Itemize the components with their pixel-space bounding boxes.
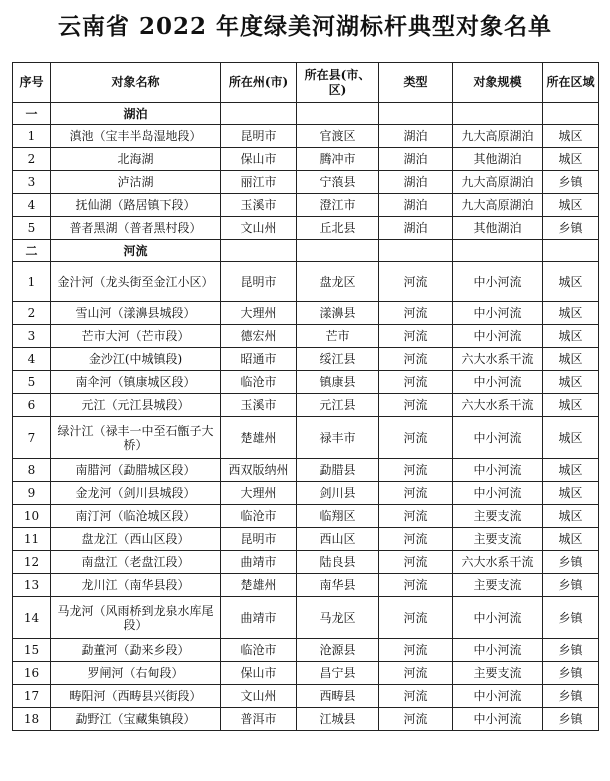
county-cell: 禄丰市 xyxy=(297,417,379,459)
prefecture-cell: 昭通市 xyxy=(221,348,297,371)
table-row xyxy=(13,685,599,708)
county-cell: 江城县 xyxy=(297,708,379,731)
table-row xyxy=(13,551,599,574)
area-cell: 乡镇 xyxy=(543,639,599,662)
county-cell: 南华县 xyxy=(297,574,379,597)
row-number: 11 xyxy=(13,528,51,551)
scale-cell: 主要支流 xyxy=(453,662,543,685)
area-cell: 城区 xyxy=(543,505,599,528)
prefecture-cell: 曲靖市 xyxy=(221,597,297,639)
county-cell: 沧源县 xyxy=(297,639,379,662)
type-cell: 河流 xyxy=(379,417,453,459)
object-name: 勐野江（宝藏集镇段） xyxy=(51,708,221,731)
scale-cell: 主要支流 xyxy=(453,574,543,597)
table-row xyxy=(13,125,599,148)
prefecture-cell: 昆明市 xyxy=(221,262,297,302)
table-row xyxy=(13,708,599,731)
type-cell: 河流 xyxy=(379,639,453,662)
object-name: 滇池（宝丰半岛湿地段） xyxy=(51,125,221,148)
scale-cell: 中小河流 xyxy=(453,459,543,482)
row-number: 8 xyxy=(13,459,51,482)
table-row xyxy=(13,217,599,240)
empty-cell xyxy=(297,103,379,125)
table-row xyxy=(13,459,599,482)
type-cell: 河流 xyxy=(379,662,453,685)
object-name: 雪山河（漾濞县城段） xyxy=(51,302,221,325)
county-cell: 剑川县 xyxy=(297,482,379,505)
table-row xyxy=(13,348,599,371)
area-cell: 城区 xyxy=(543,262,599,302)
county-cell: 临翔区 xyxy=(297,505,379,528)
object-name: 北海湖 xyxy=(51,148,221,171)
prefecture-cell: 文山州 xyxy=(221,217,297,240)
scale-cell: 中小河流 xyxy=(453,325,543,348)
scale-cell: 主要支流 xyxy=(453,528,543,551)
header-row xyxy=(13,63,599,103)
type-cell: 河流 xyxy=(379,459,453,482)
type-cell: 湖泊 xyxy=(379,194,453,217)
county-cell: 镇康县 xyxy=(297,371,379,394)
object-name: 元江（元江县城段） xyxy=(51,394,221,417)
type-cell: 湖泊 xyxy=(379,148,453,171)
scale-cell: 中小河流 xyxy=(453,417,543,459)
table-row xyxy=(13,417,599,459)
type-cell: 河流 xyxy=(379,325,453,348)
county-cell: 西畴县 xyxy=(297,685,379,708)
row-number: 12 xyxy=(13,551,51,574)
area-cell: 乡镇 xyxy=(543,708,599,731)
prefecture-cell: 昆明市 xyxy=(221,125,297,148)
column-header-area: 所在区域 xyxy=(543,63,599,103)
county-cell: 腾冲市 xyxy=(297,148,379,171)
object-name: 南腊河（勐腊城区段） xyxy=(51,459,221,482)
area-cell: 城区 xyxy=(543,417,599,459)
prefecture-cell: 楚雄州 xyxy=(221,417,297,459)
object-name: 南汀河（临沧城区段） xyxy=(51,505,221,528)
prefecture-cell: 西双版纳州 xyxy=(221,459,297,482)
row-number: 5 xyxy=(13,371,51,394)
county-cell: 漾濞县 xyxy=(297,302,379,325)
county-cell: 澄江市 xyxy=(297,194,379,217)
object-name: 勐董河（勐来乡段） xyxy=(51,639,221,662)
column-header-scale: 对象规模 xyxy=(453,63,543,103)
type-cell: 河流 xyxy=(379,482,453,505)
county-cell: 官渡区 xyxy=(297,125,379,148)
row-number: 9 xyxy=(13,482,51,505)
row-number: 16 xyxy=(13,662,51,685)
empty-cell xyxy=(543,240,599,262)
type-cell: 湖泊 xyxy=(379,125,453,148)
scale-cell: 主要支流 xyxy=(453,505,543,528)
row-number: 2 xyxy=(13,148,51,171)
empty-cell xyxy=(453,103,543,125)
section-index: 二 xyxy=(13,240,51,262)
county-cell: 马龙区 xyxy=(297,597,379,639)
area-cell: 乡镇 xyxy=(543,574,599,597)
prefecture-cell: 保山市 xyxy=(221,662,297,685)
column-header-index: 序号 xyxy=(13,63,51,103)
object-name: 盘龙江（西山区段） xyxy=(51,528,221,551)
area-cell: 城区 xyxy=(543,148,599,171)
scale-cell: 九大高原湖泊 xyxy=(453,125,543,148)
county-cell: 昌宁县 xyxy=(297,662,379,685)
scale-cell: 其他湖泊 xyxy=(453,217,543,240)
county-cell: 勐腊县 xyxy=(297,459,379,482)
document-title: 云南省 2022 年度绿美河湖标杆典型对象名单 xyxy=(57,13,553,40)
area-cell: 城区 xyxy=(543,194,599,217)
object-name: 马龙河（风雨桥到龙泉水库尾段） xyxy=(51,597,221,639)
type-cell: 河流 xyxy=(379,551,453,574)
area-cell: 乡镇 xyxy=(543,217,599,240)
prefecture-cell: 玉溪市 xyxy=(221,194,297,217)
column-header-type: 类型 xyxy=(379,63,453,103)
type-cell: 河流 xyxy=(379,505,453,528)
county-cell: 陆良县 xyxy=(297,551,379,574)
row-number: 1 xyxy=(13,262,51,302)
scale-cell: 六大水系干流 xyxy=(453,551,543,574)
object-name: 南伞河（镇康城区段） xyxy=(51,371,221,394)
table-row xyxy=(13,505,599,528)
prefecture-cell: 曲靖市 xyxy=(221,551,297,574)
type-cell: 河流 xyxy=(379,348,453,371)
table-row xyxy=(13,262,599,302)
object-name: 抚仙湖（路居镇下段） xyxy=(51,194,221,217)
prefecture-cell: 临沧市 xyxy=(221,371,297,394)
type-cell: 河流 xyxy=(379,574,453,597)
object-name: 绿汁江（禄丰一中至石甑子大桥） xyxy=(51,417,221,459)
prefecture-cell: 昆明市 xyxy=(221,528,297,551)
type-cell: 河流 xyxy=(379,302,453,325)
row-number: 5 xyxy=(13,217,51,240)
scale-cell: 中小河流 xyxy=(453,482,543,505)
empty-cell xyxy=(379,240,453,262)
empty-cell xyxy=(221,240,297,262)
row-number: 10 xyxy=(13,505,51,528)
scale-cell: 中小河流 xyxy=(453,639,543,662)
table-row xyxy=(13,194,599,217)
section-row xyxy=(13,103,599,125)
object-name: 普者黑湖（普者黑村段） xyxy=(51,217,221,240)
table-row xyxy=(13,482,599,505)
prefecture-cell: 楚雄州 xyxy=(221,574,297,597)
row-number: 13 xyxy=(13,574,51,597)
county-cell: 盘龙区 xyxy=(297,262,379,302)
object-name: 泸沽湖 xyxy=(51,171,221,194)
prefecture-cell: 大理州 xyxy=(221,302,297,325)
county-cell: 宁蒗县 xyxy=(297,171,379,194)
roster-table xyxy=(12,62,599,731)
column-header-name: 对象名称 xyxy=(51,63,221,103)
county-cell: 芒市 xyxy=(297,325,379,348)
table-row xyxy=(13,528,599,551)
county-cell: 西山区 xyxy=(297,528,379,551)
object-name: 金汁河（龙头街至金江小区） xyxy=(51,262,221,302)
table-row xyxy=(13,371,599,394)
row-number: 6 xyxy=(13,394,51,417)
row-number: 14 xyxy=(13,597,51,639)
column-header-prefecture: 所在州(市) xyxy=(221,63,297,103)
row-number: 18 xyxy=(13,708,51,731)
area-cell: 城区 xyxy=(543,394,599,417)
type-cell: 河流 xyxy=(379,262,453,302)
object-name: 金沙江(中城镇段) xyxy=(51,348,221,371)
area-cell: 乡镇 xyxy=(543,597,599,639)
scale-cell: 其他湖泊 xyxy=(453,148,543,171)
area-cell: 城区 xyxy=(543,371,599,394)
object-name: 芒市大河（芒市段） xyxy=(51,325,221,348)
column-header-county: 所在县(市、区) xyxy=(297,63,379,103)
row-number: 1 xyxy=(13,125,51,148)
county-cell: 绥江县 xyxy=(297,348,379,371)
table-row xyxy=(13,171,599,194)
area-cell: 城区 xyxy=(543,482,599,505)
table-row xyxy=(13,597,599,639)
scale-cell: 中小河流 xyxy=(453,371,543,394)
area-cell: 城区 xyxy=(543,125,599,148)
area-cell: 城区 xyxy=(543,302,599,325)
prefecture-cell: 丽江市 xyxy=(221,171,297,194)
type-cell: 河流 xyxy=(379,708,453,731)
row-number: 4 xyxy=(13,348,51,371)
section-title: 湖泊 xyxy=(51,103,221,125)
scale-cell: 六大水系干流 xyxy=(453,394,543,417)
area-cell: 城区 xyxy=(543,325,599,348)
scale-cell: 中小河流 xyxy=(453,597,543,639)
scale-cell: 中小河流 xyxy=(453,708,543,731)
row-number: 3 xyxy=(13,171,51,194)
section-title: 河流 xyxy=(51,240,221,262)
prefecture-cell: 临沧市 xyxy=(221,505,297,528)
empty-cell xyxy=(453,240,543,262)
type-cell: 湖泊 xyxy=(379,171,453,194)
object-name: 龙川江（南华县段） xyxy=(51,574,221,597)
empty-cell xyxy=(297,240,379,262)
area-cell: 乡镇 xyxy=(543,551,599,574)
county-cell: 丘北县 xyxy=(297,217,379,240)
row-number: 2 xyxy=(13,302,51,325)
scale-cell: 中小河流 xyxy=(453,685,543,708)
area-cell: 乡镇 xyxy=(543,171,599,194)
area-cell: 乡镇 xyxy=(543,685,599,708)
section-index: 一 xyxy=(13,103,51,125)
empty-cell xyxy=(379,103,453,125)
type-cell: 河流 xyxy=(379,394,453,417)
scale-cell: 九大高原湖泊 xyxy=(453,171,543,194)
scale-cell: 九大高原湖泊 xyxy=(453,194,543,217)
prefecture-cell: 普洱市 xyxy=(221,708,297,731)
section-row xyxy=(13,240,599,262)
object-name: 金龙河（剑川县城段） xyxy=(51,482,221,505)
scale-cell: 中小河流 xyxy=(453,262,543,302)
table-row xyxy=(13,662,599,685)
prefecture-cell: 玉溪市 xyxy=(221,394,297,417)
prefecture-cell: 文山州 xyxy=(221,685,297,708)
table-body xyxy=(13,103,599,731)
scale-cell: 中小河流 xyxy=(453,302,543,325)
row-number: 7 xyxy=(13,417,51,459)
type-cell: 河流 xyxy=(379,597,453,639)
table-row xyxy=(13,325,599,348)
type-cell: 河流 xyxy=(379,371,453,394)
row-number: 3 xyxy=(13,325,51,348)
object-name: 罗闸河（右甸段） xyxy=(51,662,221,685)
row-number: 17 xyxy=(13,685,51,708)
prefecture-cell: 临沧市 xyxy=(221,639,297,662)
county-cell: 元江县 xyxy=(297,394,379,417)
table-row xyxy=(13,148,599,171)
type-cell: 湖泊 xyxy=(379,217,453,240)
prefecture-cell: 大理州 xyxy=(221,482,297,505)
row-number: 15 xyxy=(13,639,51,662)
row-number: 4 xyxy=(13,194,51,217)
table-row xyxy=(13,639,599,662)
object-name: 南盘江（老盘江段） xyxy=(51,551,221,574)
type-cell: 河流 xyxy=(379,528,453,551)
empty-cell xyxy=(543,103,599,125)
empty-cell xyxy=(221,103,297,125)
table-row xyxy=(13,394,599,417)
area-cell: 城区 xyxy=(543,528,599,551)
area-cell: 城区 xyxy=(543,348,599,371)
area-cell: 城区 xyxy=(543,459,599,482)
object-name: 畴阳河（西畴县兴街段） xyxy=(51,685,221,708)
area-cell: 乡镇 xyxy=(543,662,599,685)
table-row xyxy=(13,302,599,325)
prefecture-cell: 保山市 xyxy=(221,148,297,171)
table-row xyxy=(13,574,599,597)
prefecture-cell: 德宏州 xyxy=(221,325,297,348)
type-cell: 河流 xyxy=(379,685,453,708)
scale-cell: 六大水系干流 xyxy=(453,348,543,371)
